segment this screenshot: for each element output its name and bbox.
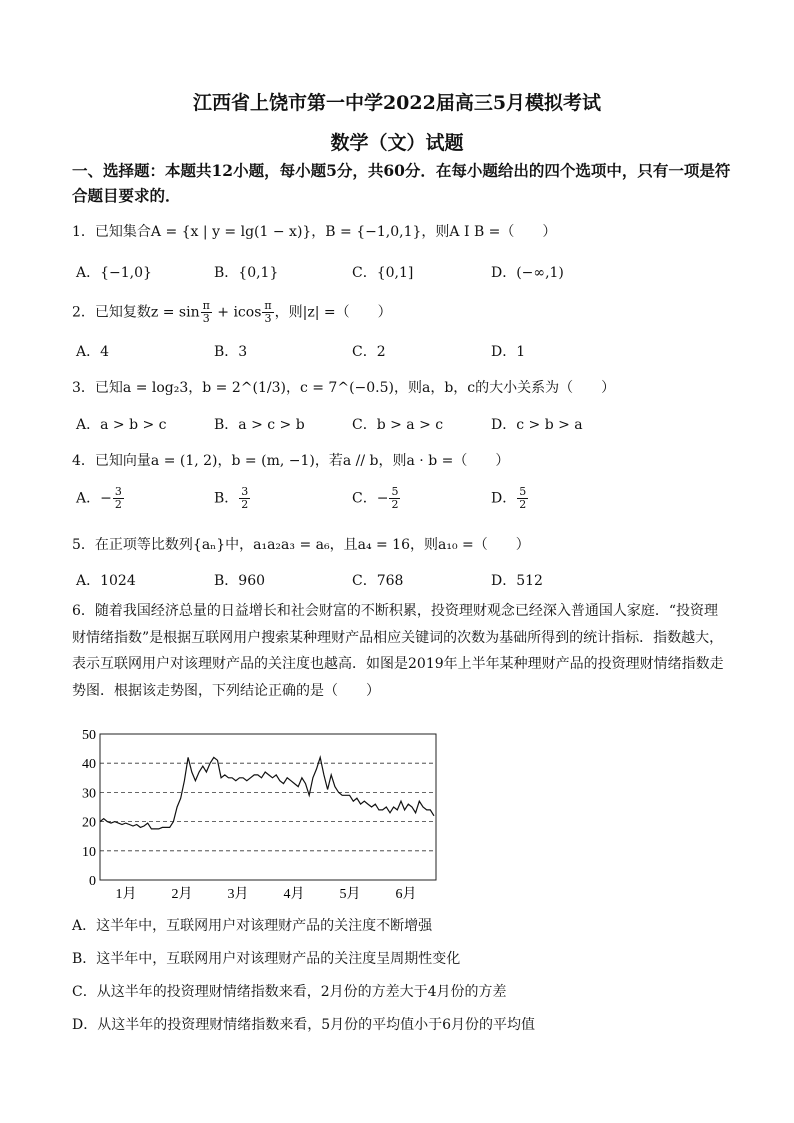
y-tick-label: 0 [89, 874, 96, 889]
question-3-option-c: C．b > a > c [352, 417, 444, 433]
fraction-numerator: π [202, 299, 210, 312]
question-5-option-b: B．960 [214, 573, 266, 589]
question-6-option-d: D．从这半年的投资理财情绪指数来看，5月份的平均值小于6月份的平均值 [72, 1017, 536, 1033]
question-2-option-b: B．3 [214, 344, 248, 360]
question-1-option-c: C．{0,1] [352, 265, 414, 281]
fraction-numerator: 3 [114, 485, 122, 498]
question-4-option-c [352, 486, 401, 511]
question-4-option-d [491, 486, 529, 511]
question-6-line: 表示互联网用户对该理财产品的关注度也越高．如图是2019年上半年某种理财产品的投资理财情绪指数走 [72, 656, 724, 672]
option-fraction [239, 486, 250, 511]
option-fraction [517, 486, 528, 511]
question-6-option-b: B．这半年中，互联网用户对该理财产品的关注度呈周期性变化 [72, 951, 461, 967]
y-tick-label: 20 [82, 815, 96, 831]
question-2-option-c: C．2 [352, 344, 386, 360]
question-6-line: 6．随着我国经济总量的日益增长和社会财富的不断积累，投资理财观念已经深入普通国人家庭．“投资理 [72, 603, 719, 619]
y-tick-label: 40 [82, 757, 96, 773]
question-2-option-d: D．1 [491, 344, 526, 360]
fraction-numerator: π [264, 299, 272, 312]
sentiment-index-line [100, 757, 434, 829]
question-3-option-b: B．a > c > b [214, 417, 305, 433]
x-tick-label: 3月 [227, 887, 249, 902]
fraction-numerator: 5 [519, 485, 527, 498]
fraction-denominator: 3 [202, 312, 210, 325]
option-fraction [113, 486, 124, 511]
x-tick-label: 6月 [395, 887, 417, 902]
question-2-fraction-2 [262, 300, 273, 325]
question-1-option-b: B．{0,1} [214, 265, 279, 281]
question-6-options [72, 910, 732, 1042]
fraction-numerator: 5 [391, 485, 399, 498]
question-5-option-d: D．512 [491, 573, 543, 589]
question-2-stem-mid: + icos [212, 304, 262, 321]
option-prefix: A．− [76, 490, 112, 507]
x-tick-label: 4月 [283, 887, 305, 902]
question-2-fraction-1 [201, 300, 212, 325]
fraction-denominator: 2 [114, 498, 122, 511]
question-2-stem-start: 2．已知复数z = sin [72, 304, 200, 321]
option-prefix: C．− [352, 490, 389, 507]
option-prefix: D． [491, 490, 517, 507]
fraction-denominator: 2 [391, 498, 399, 511]
question-1-option-d: D．(−∞,1) [491, 265, 564, 281]
option-fraction [389, 486, 400, 511]
question-5-option-a: A．1024 [76, 573, 136, 589]
question-5-stem: 5．在正项等比数列{aₙ}中，a₁a₂a₃ = a₆，且a₄ = 16，则a₁₀ =（ ） [72, 537, 530, 553]
fraction-denominator: 2 [519, 498, 527, 511]
question-4-stem: 4．已知向量a = (1, 2)，b = (m, −1)，若a // b，则a · b =（ ） [72, 453, 510, 469]
y-tick-label: 50 [82, 728, 96, 743]
exam-title: 江西省上饶市第一中学2022届高三5月模拟考试 [192, 92, 602, 114]
question-3-option-d: D．c > b > a [491, 417, 583, 433]
question-6-line: 财情绪指数”是根据互联网用户搜索某种理财产品相应关键词的次数为基础所得到的统计指标．指数越大， [72, 629, 724, 646]
question-2-option-a: A．4 [76, 344, 110, 360]
question-6-option-a: A．这半年中，互联网用户对该理财产品的关注度不断增强 [72, 918, 433, 934]
question-5-option-c: C．768 [352, 573, 404, 589]
fraction-denominator: 2 [241, 498, 249, 511]
question-2-stem [72, 300, 392, 325]
x-tick-label: 5月 [339, 887, 361, 902]
question-4-option-b [214, 486, 251, 511]
y-tick-label: 10 [82, 844, 96, 860]
chart-y-axis [82, 728, 96, 889]
question-1-option-a: A．{−1,0} [76, 265, 152, 281]
option-prefix: B． [214, 490, 239, 507]
y-tick-label: 30 [82, 786, 96, 802]
exam-subtitle: 数学（文）试题 [330, 132, 464, 154]
fraction-numerator: 3 [241, 485, 249, 498]
question-3-stem: 3．已知a = log₂3，b = 2^(1/3)，c = 7^(−0.5)，则a，b，c的大小关系为（ ） [72, 380, 616, 396]
question-6-option-c: C．从这半年的投资理财情绪指数来看，2月份的方差大于4月份的方差 [72, 984, 507, 1000]
x-tick-label: 2月 [171, 887, 193, 902]
question-1-stem: 1．已知集合A = {x | y = lg(1 − x)}，B = {−1,0,1}，则A I B =（ ） [72, 224, 557, 240]
question-3-option-a: A．a > b > c [76, 417, 167, 433]
question-4-option-a [76, 486, 125, 511]
sentiment-index-chart [70, 722, 450, 904]
chart-x-axis [116, 886, 417, 902]
x-tick-label: 1月 [115, 887, 137, 902]
fraction-denominator: 3 [264, 312, 272, 325]
question-2-stem-end: ，则|z| =（ ） [274, 304, 392, 321]
section-heading: 一、选择题：本题共12小题，每小题5分，共60分．在每小题给出的四个选项中，只有一项是符合题目要求的． [72, 161, 731, 205]
question-6-line: 势图．根据该走势图，下列结论正确的是（ ） [72, 682, 380, 699]
question-6-stem [72, 598, 732, 704]
